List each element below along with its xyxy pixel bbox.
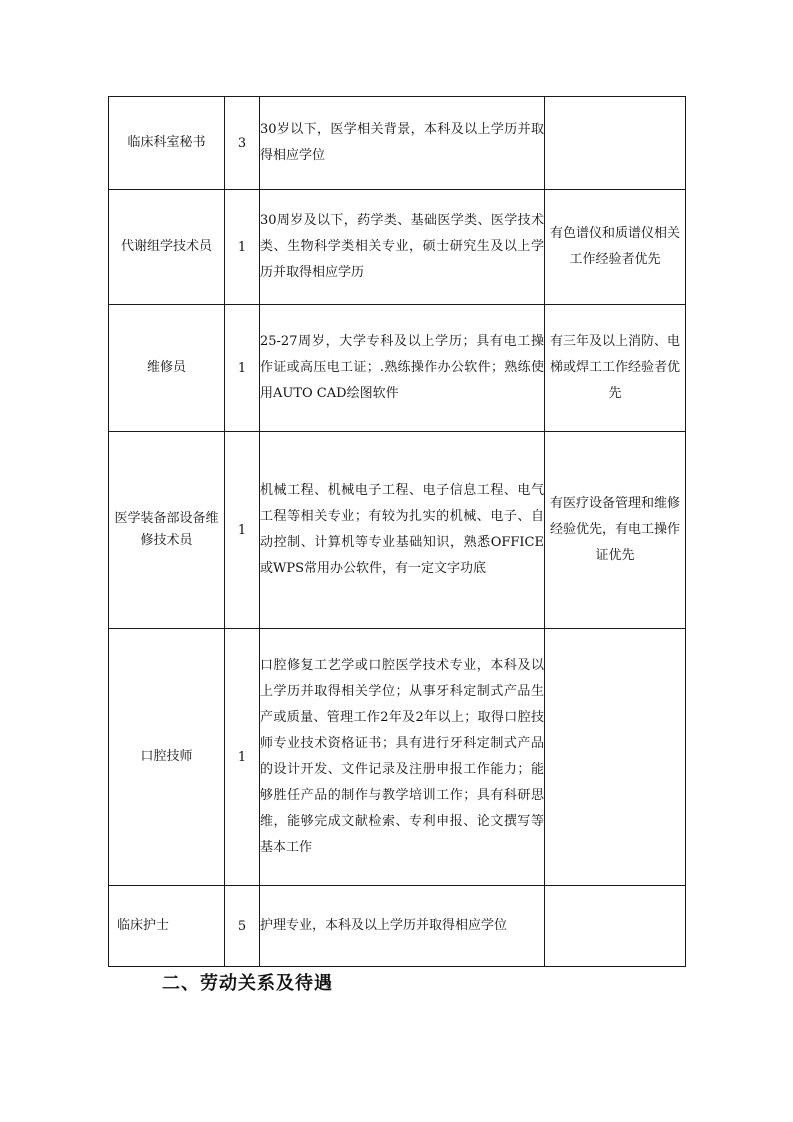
table-row [109,190,686,305]
requirements-text: 护理专业，本科及以上学历并取得相应学位 [260,918,508,933]
preferred-cell [545,97,686,190]
preferred-cell [545,629,686,886]
count-cell: 3 [225,97,260,190]
position-name: 临床护士 [117,918,170,933]
count-cell: 1 [225,629,260,886]
section-heading: 二、劳动关系及待遇 [162,973,333,994]
table-row [109,305,686,432]
position-cell [109,432,225,629]
position-name: 临床科室秘书 [127,135,206,150]
table-row [109,886,686,967]
position-cell [109,97,225,190]
position-name: 代谢组学技术员 [120,239,212,254]
position-name: 医学装备部设备维修技术员 [114,511,219,548]
table-row [109,432,686,629]
job-requirements-table [108,96,686,967]
requirements-cell [260,97,545,190]
requirements-cell [260,432,545,629]
position-cell [109,190,225,305]
preferred-cell: 有三年及以上消防、电梯或焊工工作经验者优先 [545,305,686,432]
position-name: 维修员 [146,360,186,375]
position-cell [109,305,225,432]
position-cell [109,886,225,967]
requirements-cell [260,629,545,886]
requirements-text: 25-27周岁，大学专科及以上学历；具有电工操作证或高压电工证；.熟练操作办公软件；熟练使用AUTO CAD绘图软件 [260,334,544,401]
requirements-text: 机械工程、机械电子工程、电子信息工程、电气工程等相关专业；有较为扎实的机械、电子、自动控制、计算机等专业基础知识，熟悉OFFICE或WPS常用办公软件，有一定文字功底 [260,483,544,576]
requirements-cell [260,190,545,305]
requirements-cell [260,886,545,967]
count-cell: 1 [225,190,260,305]
table-row [109,629,686,886]
table-row [109,97,686,190]
count-cell: 1 [225,305,260,432]
requirements-cell [260,305,545,432]
requirements-text: 口腔修复工艺学或口腔医学技术专业，本科及以上学历并取得相关学位；从事牙科定制式产品生产或质量、管理工作2年及2年以上；取得口腔技师专业技术资格证书；具有进行牙科定制式产品的设计开发、文件记录及注册申报工作能力；能够胜任产品的制作与教学培训工作；具有科研思维，能够完成文献检索、专利申报、论文撰写等基本工作 [260,658,544,855]
requirements-text: 30岁以下，医学相关背景，本科及以上学历并取得相应学位 [260,122,544,163]
preferred-cell [545,886,686,967]
preferred-cell: 有色谱仪和质谱仪相关工作经验者优先 [545,190,686,305]
preferred-cell: 有医疗设备管理和维修经验优先，有电工操作证优先 [545,432,686,629]
position-cell [109,629,225,886]
count-cell: 1 [225,432,260,629]
requirements-text: 30周岁及以下，药学类、基础医学类、医学技术类、生物科学类相关专业，硕士研究生及以上学历并取得相应学历 [260,213,544,280]
position-name: 口腔技师 [140,749,193,764]
count-cell: 5 [225,886,260,967]
